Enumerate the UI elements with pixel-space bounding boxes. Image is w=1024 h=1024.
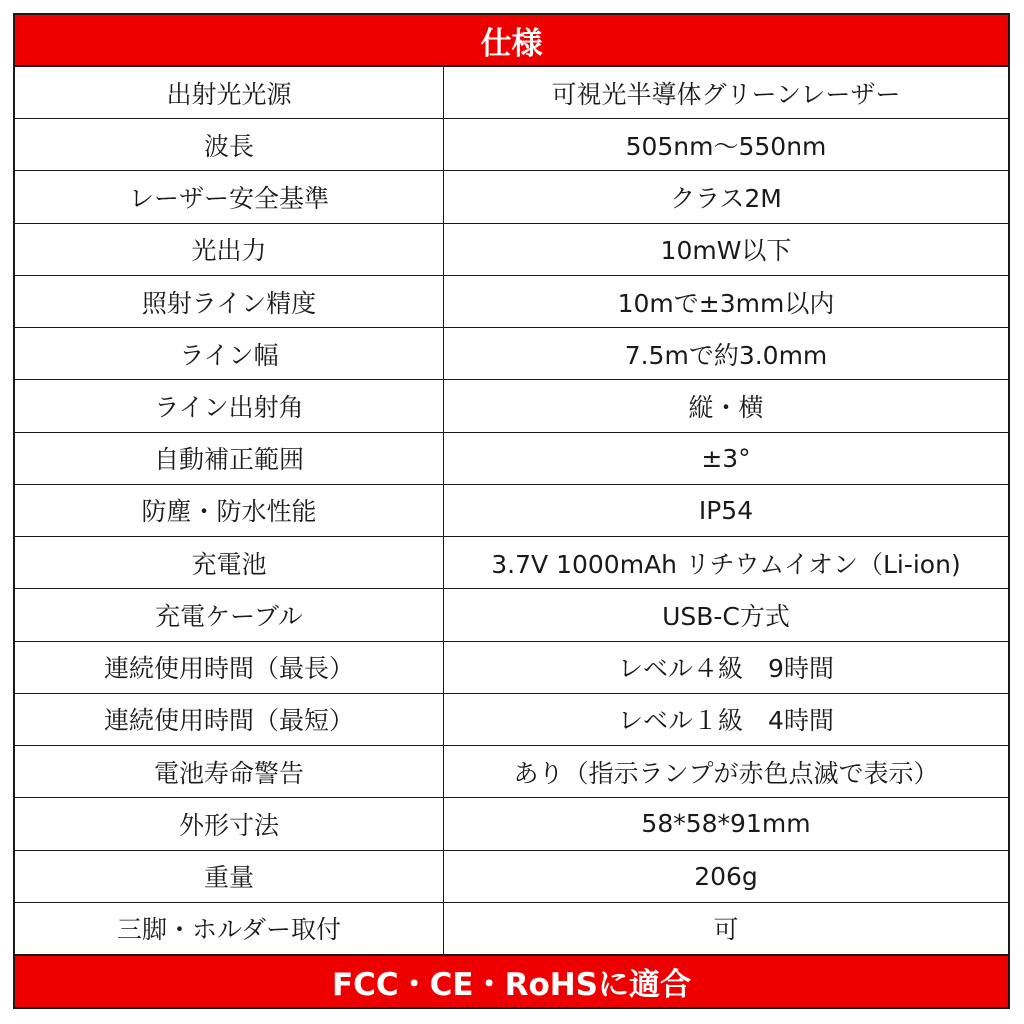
spec-table [15,67,1008,954]
spec-value: 7.5mで約3.0mm [624,340,828,370]
spec-value: 可視光半導体グリーンレーザー [551,79,901,109]
table-row [15,119,1008,171]
spec-value: 10mW以下 [660,236,792,266]
spec-label: 出射光光源 [15,67,444,118]
table-row [15,224,1008,276]
spec-value: USB-C方式 [662,601,790,631]
spec-label: ライン幅 [15,328,444,379]
spec-title-banner [15,15,1008,67]
spec-value: 505nm〜550nm [625,131,827,161]
table-row [15,276,1008,328]
spec-label: 連続使用時間（最短） [15,694,444,745]
spec-label: 充電池 [15,537,444,588]
compliance-banner [15,954,1008,1007]
table-row [15,485,1008,537]
spec-value: ±3° [701,443,751,473]
spec-label: 外形寸法 [15,798,444,849]
spec-sheet [13,13,1010,1009]
table-row [15,589,1008,641]
spec-label: 防塵・防水性能 [15,485,444,536]
spec-value: レベル１級 4時間 [618,706,834,736]
table-row [15,171,1008,223]
spec-label: 照射ライン精度 [15,276,444,327]
spec-label: 重量 [15,851,444,902]
spec-value: あり（指示ランプが赤色点滅で表示） [513,758,939,788]
table-row [15,328,1008,380]
table-row [15,746,1008,798]
table-row [15,694,1008,746]
spec-value: 58*58*91mm [641,809,811,839]
spec-value: 206g [694,861,758,891]
spec-value: 可 [713,915,739,945]
spec-label: レーザー安全基準 [15,171,444,222]
spec-label: 波長 [15,119,444,170]
table-row [15,433,1008,485]
spec-label: ライン出射角 [15,380,444,431]
table-row [15,851,1008,903]
table-row [15,537,1008,589]
spec-label: 充電ケーブル [15,589,444,640]
table-row [15,642,1008,694]
spec-label: 自動補正範囲 [15,433,444,484]
table-row [15,67,1008,119]
spec-value: 3.7V 1000mAh リチウムイオン（Li-ion) [491,549,961,579]
spec-value: レベル４級 9時間 [618,654,834,684]
table-row [15,380,1008,432]
spec-title: 仕様 [480,25,543,62]
spec-value: 縦・横 [688,393,764,423]
spec-label: 光出力 [15,224,444,275]
spec-value: 10mで±3mm以内 [617,288,835,318]
table-row [15,798,1008,850]
spec-label: 電池寿命警告 [15,746,444,797]
spec-label: 三脚・ホルダー取付 [15,903,444,954]
table-row [15,903,1008,954]
spec-label: 連続使用時間（最長） [15,642,444,693]
compliance-text: FCC・CE・RoHSに適合 [331,967,692,1003]
spec-value: クラス2M [670,184,782,214]
spec-value: IP54 [698,495,754,525]
